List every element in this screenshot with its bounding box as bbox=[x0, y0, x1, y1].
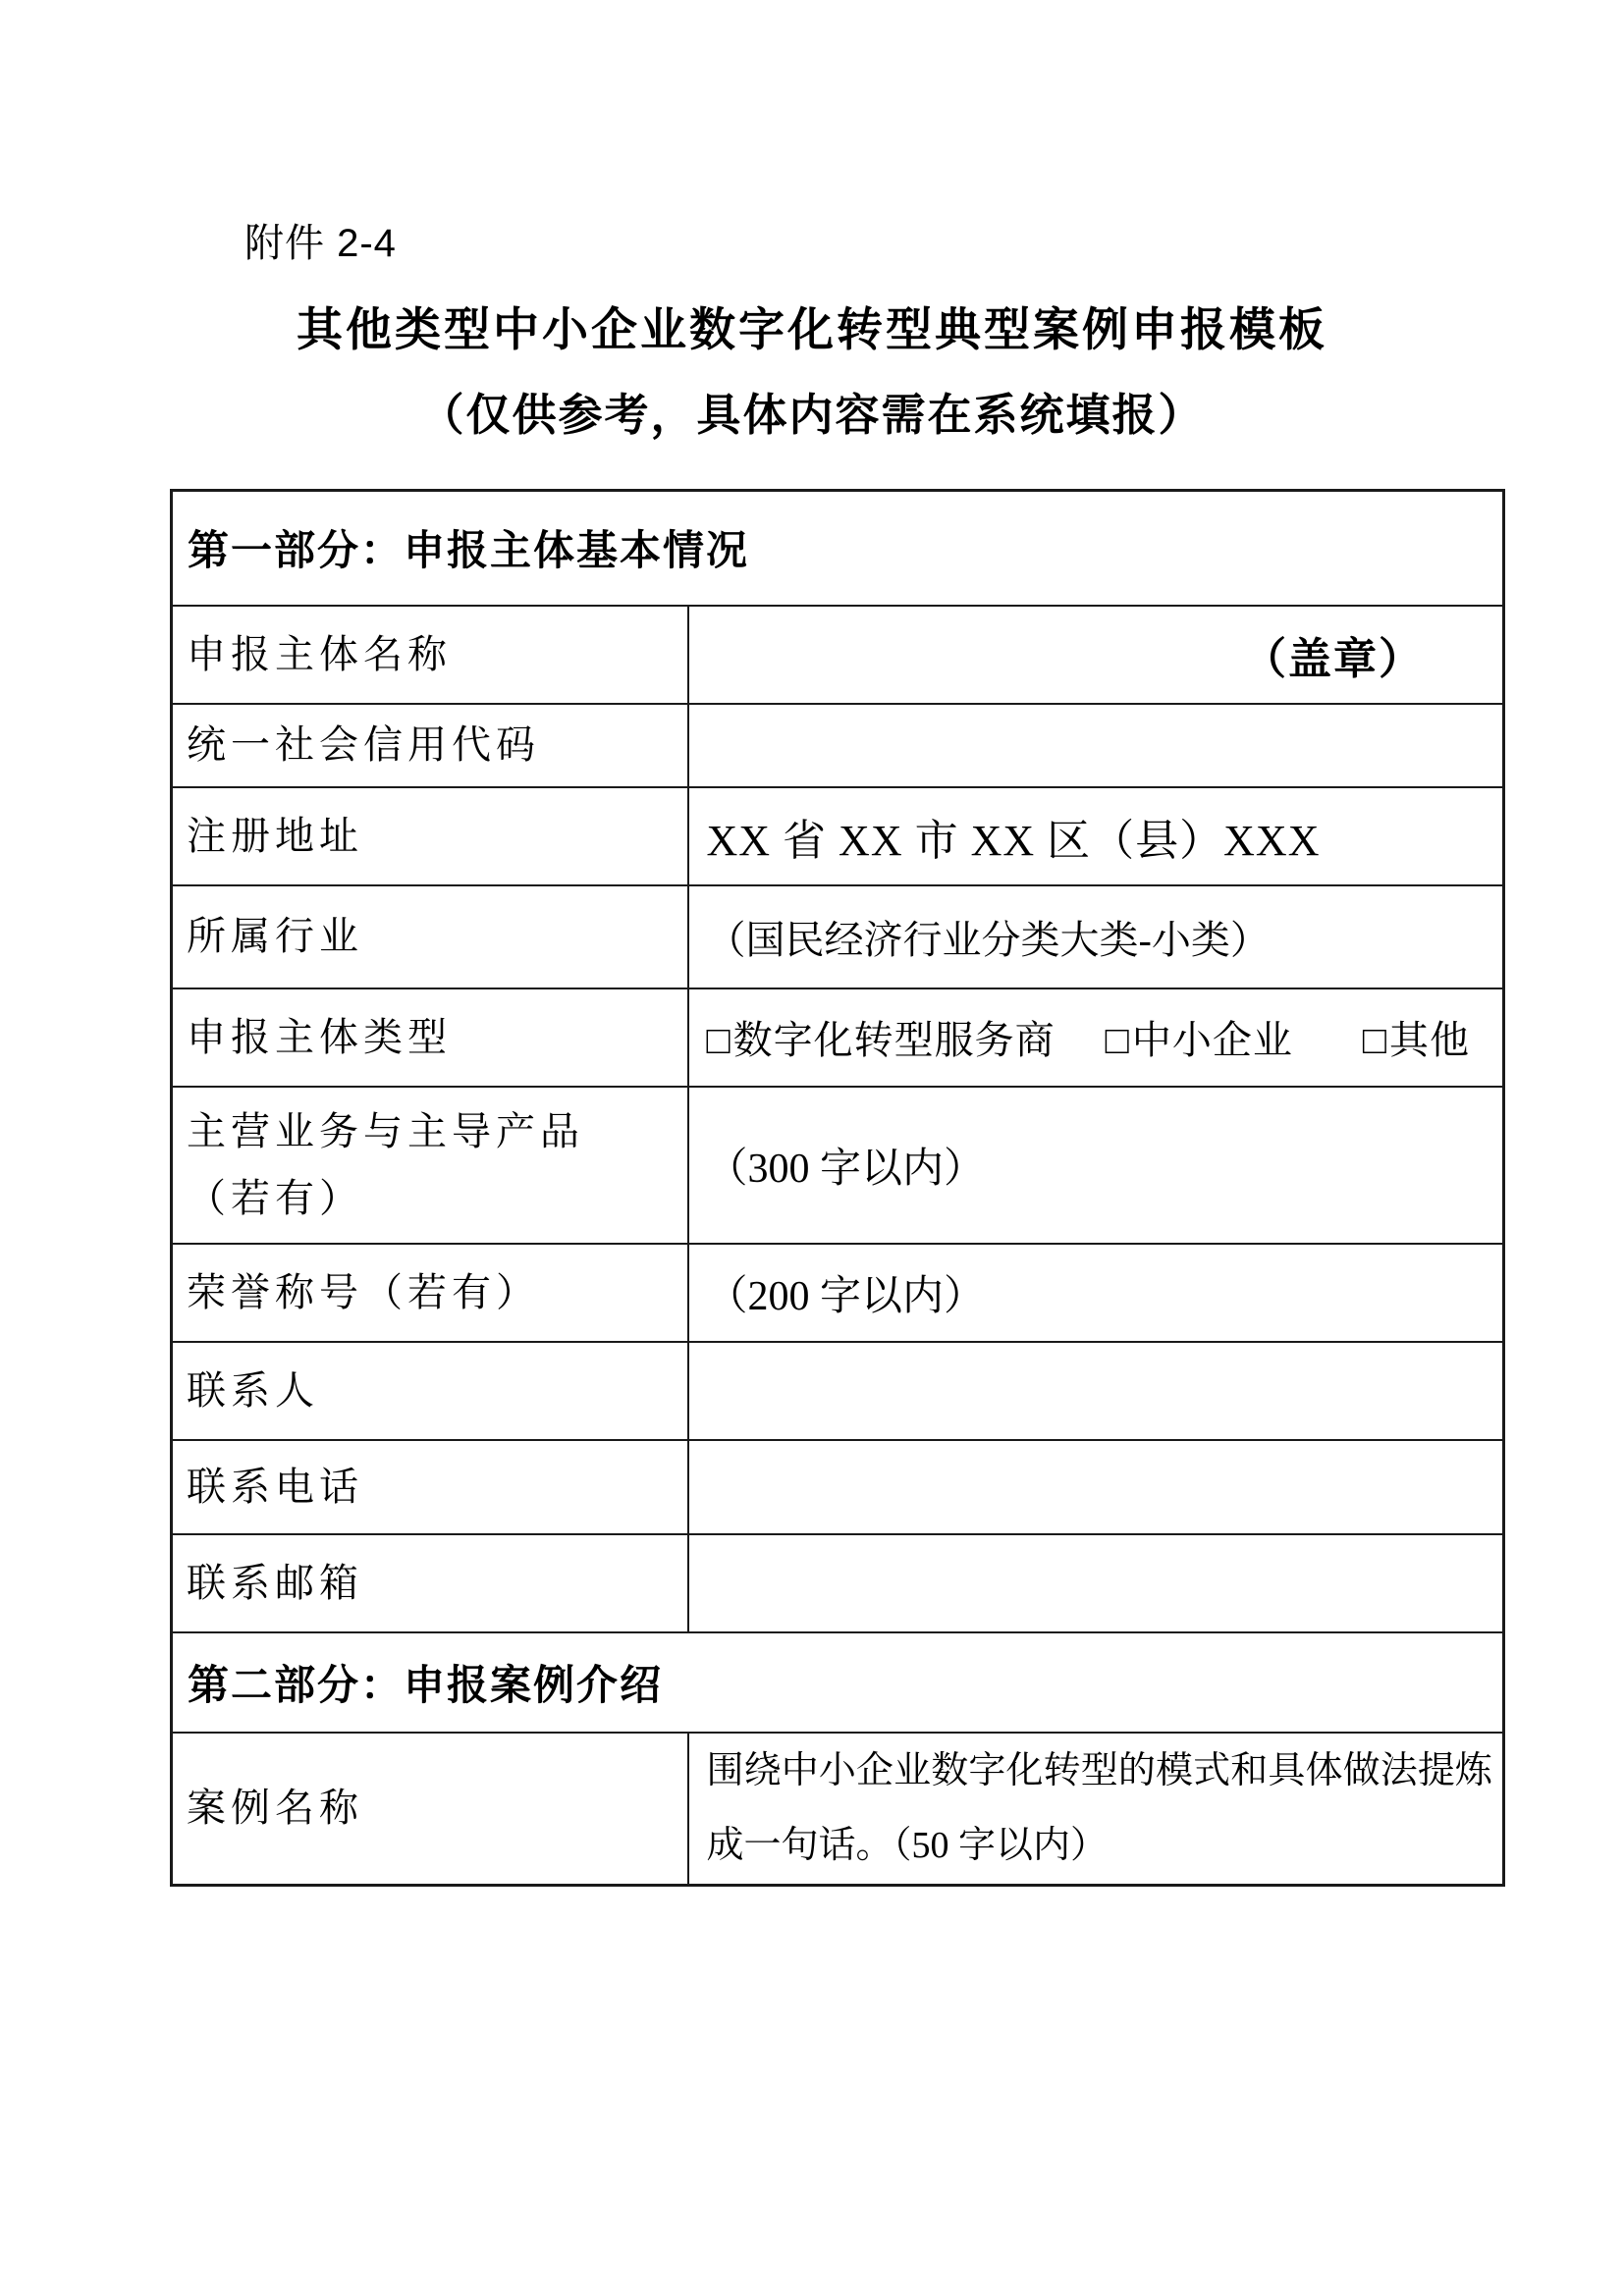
row-label: 案例名称 bbox=[172, 1733, 688, 1886]
row-value bbox=[688, 1440, 1504, 1534]
checkbox-option-label: 其他 bbox=[1389, 1018, 1471, 1062]
checkbox-option-other[interactable] bbox=[1363, 1009, 1470, 1065]
row-contact-person bbox=[172, 1342, 1504, 1440]
row-label: 主营业务与主导产品（若有） bbox=[172, 1087, 688, 1244]
row-value bbox=[688, 704, 1504, 787]
doc-title: 其他类型中小企业数字化转型典型案例申报模板 bbox=[297, 305, 1327, 356]
row-honors bbox=[172, 1244, 1504, 1342]
row-label: 注册地址 bbox=[172, 787, 688, 885]
row-label: 所属行业 bbox=[172, 885, 688, 988]
row-label: 荣誉称号（若有） bbox=[172, 1244, 688, 1342]
checkbox-icon[interactable]: □ bbox=[1105, 1018, 1130, 1062]
section1-header-row bbox=[172, 491, 1504, 606]
row-main-business bbox=[172, 1087, 1504, 1244]
section2-header: 第二部分：申报案例介绍 bbox=[172, 1632, 1504, 1733]
application-form-table bbox=[170, 489, 1505, 1887]
row-value bbox=[688, 988, 1504, 1087]
row-label: 联系人 bbox=[172, 1342, 688, 1440]
row-value bbox=[688, 606, 1504, 704]
checkbox-option-digital-service-provider[interactable] bbox=[707, 1009, 1056, 1065]
row-entity-type bbox=[172, 988, 1504, 1087]
section2-header-row bbox=[172, 1632, 1504, 1733]
checkbox-option-label: 中小企业 bbox=[1131, 1018, 1293, 1062]
row-credit-code bbox=[172, 704, 1504, 787]
row-label: 申报主体名称 bbox=[172, 606, 688, 704]
doc-subtitle: （仅供参考，具体内容需在系统填报） bbox=[419, 391, 1205, 440]
stamp-note: （盖章） bbox=[1243, 634, 1424, 683]
row-industry bbox=[172, 885, 1504, 988]
checkbox-option-sme[interactable] bbox=[1106, 1009, 1293, 1065]
row-value: （300 字以内） bbox=[688, 1087, 1504, 1244]
checkbox-icon[interactable]: □ bbox=[706, 1018, 731, 1062]
row-label: 联系邮箱 bbox=[172, 1534, 688, 1632]
row-entity-name bbox=[172, 606, 1504, 704]
row-registered-address bbox=[172, 787, 1504, 885]
row-label: 统一社会信用代码 bbox=[172, 704, 688, 787]
checkbox-icon[interactable]: □ bbox=[1362, 1018, 1388, 1062]
row-value bbox=[688, 1342, 1504, 1440]
checkbox-option-label: 数字化转型服务商 bbox=[732, 1018, 1056, 1062]
row-value: 围绕中小企业数字化转型的模式和具体做法提炼成一句话。（50 字以内） bbox=[688, 1733, 1504, 1886]
row-label: 联系电话 bbox=[172, 1440, 688, 1534]
row-contact-phone bbox=[172, 1440, 1504, 1534]
section1-header: 第一部分：申报主体基本情况 bbox=[172, 491, 1504, 606]
row-value bbox=[688, 1534, 1504, 1632]
row-value: XX 省 XX 市 XX 区（县）XXX bbox=[688, 787, 1504, 885]
row-case-name bbox=[172, 1733, 1504, 1886]
row-label: 申报主体类型 bbox=[172, 988, 688, 1087]
row-value: （国民经济行业分类大类-小类） bbox=[688, 885, 1504, 988]
row-contact-email bbox=[172, 1534, 1504, 1632]
row-value: （200 字以内） bbox=[688, 1244, 1504, 1342]
attachment-label: 附件 2-4 bbox=[244, 222, 397, 265]
